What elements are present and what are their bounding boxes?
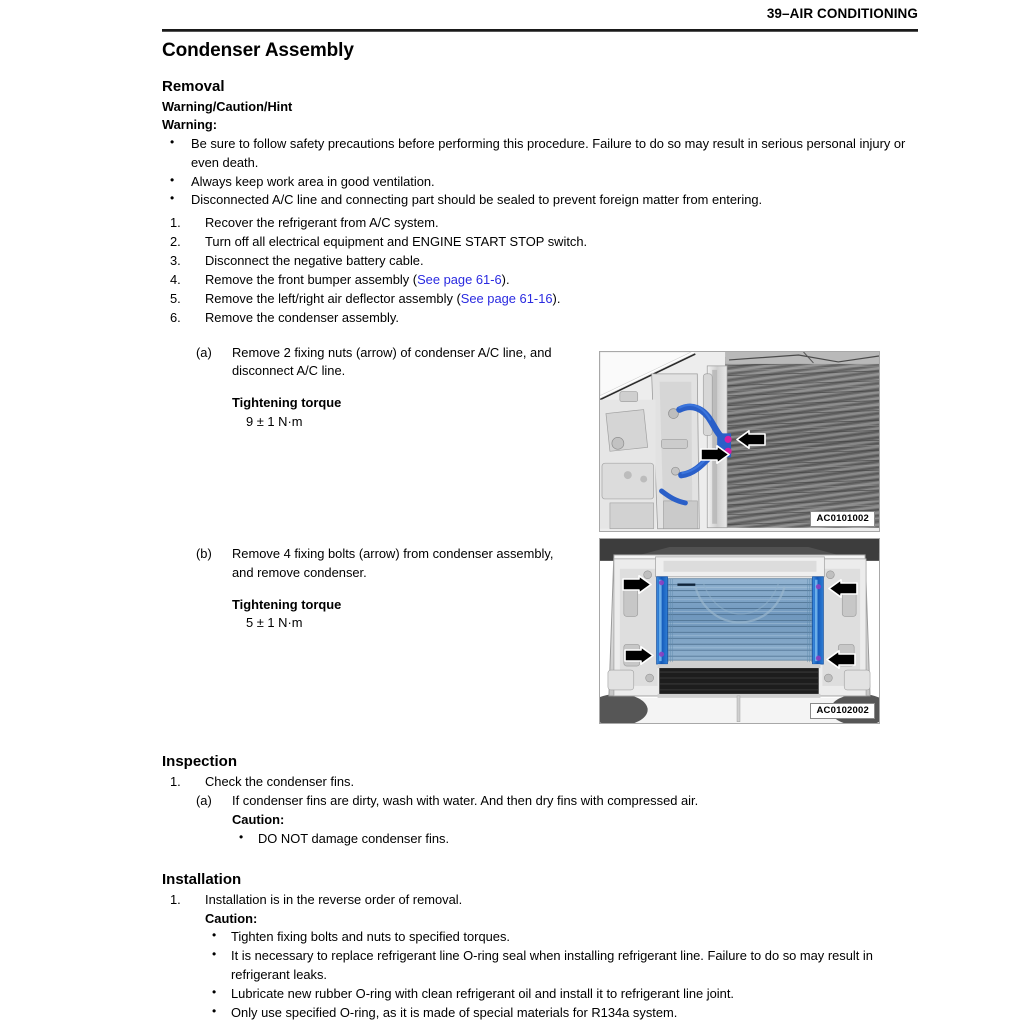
- section-heading-installation: [162, 871, 918, 888]
- bullet-glyph: •: [212, 928, 217, 943]
- step-number: 1.: [170, 891, 181, 907]
- bullet-glyph: •: [170, 191, 175, 206]
- figure-condenser-fixing-bolts: [599, 538, 880, 724]
- warning-item-text: Be sure to follow safety precautions before performing this procedure. Failure to do so may result in serious personal injury or even death.: [191, 135, 906, 170]
- warning-item: [162, 191, 918, 210]
- removal-substep-a: [162, 344, 562, 432]
- bullet-glyph: •: [170, 172, 175, 187]
- caution-item-text: Tighten fixing bolts and nuts to specified torques.: [231, 929, 510, 945]
- inspection-step-list: [162, 773, 918, 792]
- warning-item-text: Always keep work area in good ventilation.: [191, 173, 435, 189]
- caution-item: [232, 830, 862, 849]
- caution-item: [205, 1004, 918, 1023]
- step-text: Recover the refrigerant from A/C system.: [205, 215, 439, 231]
- step-number: 1.: [170, 215, 181, 231]
- bullet-glyph: •: [170, 134, 175, 149]
- callout-arrow-bolt-lower-left: [624, 646, 654, 665]
- figure-condenser-ac-line: [599, 351, 880, 532]
- substep-letter: (a): [196, 344, 212, 360]
- caution-label: Caution:: [232, 811, 285, 827]
- torque-block-a: [232, 394, 562, 432]
- substep-text: Remove 4 fixing bolts (arrow) from condenser assembly, and remove condenser.: [232, 545, 554, 580]
- running-header: 39–AIR CONDITIONING: [766, 6, 918, 21]
- inspection-heading-text: Inspection: [162, 753, 238, 771]
- step-number: 2.: [170, 234, 181, 250]
- inspection-caution-list: [232, 830, 862, 849]
- warning-item-text: Disconnected A/C line and connecting part should be sealed to prevent foreign matter from entering.: [191, 192, 763, 208]
- caution-item-text: Lubricate new rubber O-ring with clean refrigerant oil and install it to refrigerant line joint.: [231, 985, 734, 1001]
- bullet-glyph: •: [212, 1003, 217, 1018]
- figure-2-illustration: [600, 539, 879, 724]
- section-heading-removal: Removal: [162, 78, 225, 95]
- torque-block-b: [232, 596, 562, 634]
- substep-text: If condenser fins are dirty, wash with water. And then dry fins with compressed air.: [232, 793, 699, 809]
- step-text-pre: Remove the left/right air deflector assembly (: [205, 290, 461, 306]
- bullet-glyph: •: [239, 829, 244, 844]
- step-text: Installation is in the reverse order of removal.: [205, 891, 463, 907]
- removal-step: [162, 271, 918, 290]
- callout-arrow-lower-nut: [700, 445, 730, 464]
- removal-step: [162, 233, 918, 252]
- removal-substep-b: [162, 545, 562, 633]
- installation-heading-text: Installation: [162, 870, 242, 888]
- removal-step: [162, 252, 918, 271]
- torque-label: Tightening torque: [232, 395, 342, 411]
- step-text-post: ).: [501, 271, 510, 287]
- torque-value: 5 ± 1 N·m: [246, 615, 303, 631]
- caution-item: [205, 947, 918, 985]
- substep-letter: (b): [196, 545, 212, 561]
- callout-arrow-bolt-upper-left: [622, 575, 652, 594]
- caution-label: Caution:: [205, 910, 258, 926]
- step-number: 6.: [170, 309, 181, 325]
- installation-step: [162, 891, 918, 910]
- step-text-pre: Remove the front bumper assembly (: [205, 271, 418, 287]
- step-text: Turn off all electrical equipment and ENGINE START STOP switch.: [205, 234, 588, 250]
- step-number: 4.: [170, 271, 181, 287]
- warning-label: Warning:: [162, 117, 217, 133]
- callout-arrow-upper-nut: [736, 430, 766, 449]
- warning-list: [162, 135, 918, 210]
- substep-letter: (a): [196, 793, 212, 809]
- substep-text: Remove 2 fixing nuts (arrow) of condenser A/C line, and disconnect A/C line.: [232, 344, 552, 379]
- caution-item: [205, 985, 918, 1004]
- step-text-post: ).: [552, 290, 561, 306]
- step-number: 1.: [170, 774, 181, 790]
- caution-item: [205, 928, 918, 947]
- cross-reference-link-61-16[interactable]: See page 61-16: [460, 290, 553, 306]
- header-rule: [162, 29, 918, 32]
- section-heading-inspection: [162, 753, 918, 770]
- warning-caution-hint-label: Warning/Caution/Hint: [162, 99, 293, 114]
- callout-arrow-bolt-lower-right: [826, 650, 856, 669]
- figure-id-label: AC0102002: [810, 703, 875, 719]
- bullet-glyph: •: [212, 984, 217, 999]
- page-title: Condenser Assembly: [162, 40, 354, 61]
- inspection-step: [162, 773, 918, 792]
- caution-item-text: DO NOT damage condenser fins.: [258, 830, 450, 846]
- step-number: 3.: [170, 252, 181, 268]
- step-text: Disconnect the negative battery cable.: [205, 252, 424, 268]
- cross-reference-link-61-6[interactable]: See page 61-6: [417, 271, 502, 287]
- removal-step: [162, 290, 918, 309]
- callout-arrow-bolt-upper-right: [828, 579, 858, 598]
- step-text: Check the condenser fins.: [205, 774, 355, 790]
- step-number: 5.: [170, 290, 181, 306]
- removal-step: [162, 309, 918, 328]
- inspection-substep-a: [162, 792, 862, 848]
- warning-item: [162, 135, 918, 173]
- bullet-glyph: •: [212, 947, 217, 962]
- caution-item-text: Only use specified O-ring, as it is made of special materials for R134a system.: [231, 1004, 678, 1020]
- torque-label: Tightening torque: [232, 596, 342, 612]
- installation-caution-block: [162, 910, 918, 1023]
- caution-item-text: It is necessary to replace refrigerant line O-ring seal when installing refrigerant line. Failure to do so may result in refrigerant leaks.: [231, 948, 873, 982]
- figure-id-label: AC0101002: [810, 511, 875, 527]
- removal-step-list: [162, 214, 918, 327]
- torque-value: 9 ± 1 N·m: [246, 414, 303, 430]
- installation-step-list: [162, 891, 918, 910]
- installation-caution-list: [205, 928, 918, 1022]
- removal-step: [162, 214, 918, 233]
- step-text: Remove the condenser assembly.: [205, 309, 399, 325]
- warning-item: [162, 173, 918, 192]
